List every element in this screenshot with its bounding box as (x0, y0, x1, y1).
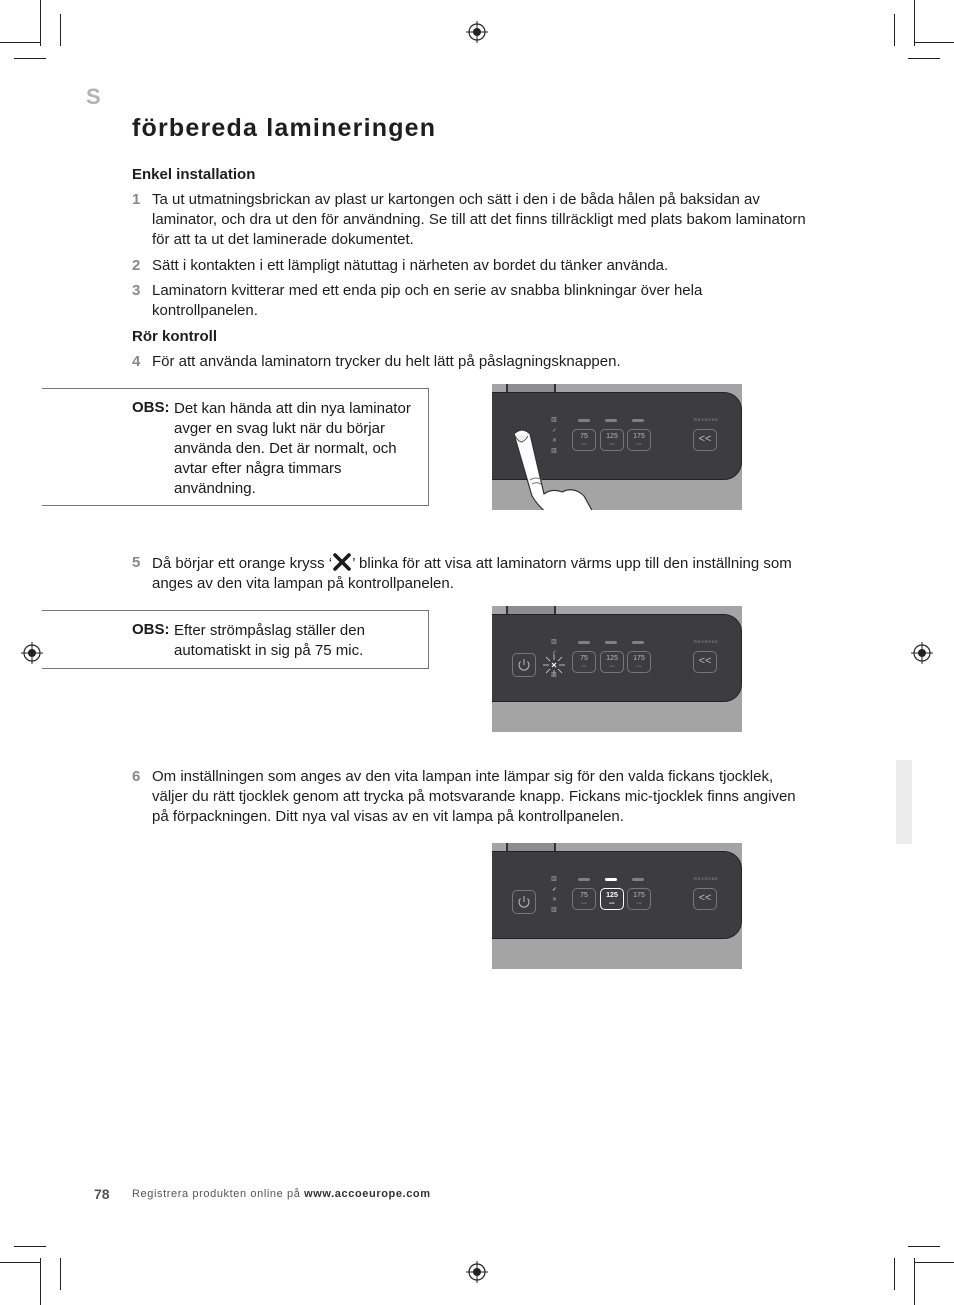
note-box (42, 610, 429, 669)
step-number: 4 (132, 353, 141, 370)
step-text: För att använda laminatorn trycker du helt lätt på påslagningsknappen. (152, 353, 621, 370)
reverse-label: REVERSE (694, 417, 719, 422)
mic-175-button[interactable]: 175 mic (627, 429, 651, 451)
power-button[interactable] (512, 890, 536, 914)
step-1 (132, 190, 812, 250)
step-text: Ta ut utmatningsbrickan av plast ur kartongen och sätt i den i de båda hålen på baksidan av laminator, och dra ut den för användning. Se till att det finns tillräckligt med plats bakom laminatorn för att ta ut det laminerade dokumentet. (152, 191, 806, 248)
mic-75-button[interactable]: 75 mic (572, 888, 596, 910)
step-3 (132, 281, 812, 321)
lamp-75 (578, 419, 590, 422)
lamp-175 (632, 641, 644, 644)
lamp-175 (632, 878, 644, 881)
finger-icon (508, 424, 598, 510)
power-button[interactable] (512, 653, 536, 677)
crop-mark (914, 1258, 915, 1305)
crop-mark (908, 58, 940, 59)
power-icon (513, 654, 535, 676)
section-heading-installation: Enkel installation (132, 166, 256, 183)
crop-mark (894, 1258, 895, 1290)
lamp-75 (578, 641, 590, 644)
laminator-illustration: ▥ ✓ ✕ ▥ 75 mic 125 mic 175 mic REVERSE << (492, 384, 742, 510)
power-icon (513, 891, 535, 913)
reverse-button[interactable]: << (693, 429, 717, 451)
section-heading-controls: Rör kontroll (132, 328, 217, 345)
crop-mark (14, 58, 46, 59)
step-text: Sätt i kontakten i ett lämpligt nätuttag i närheten av bordet du tänker använda. (152, 257, 669, 274)
mic-125-button[interactable]: 125 mic (600, 651, 624, 673)
note-label: OBS: (132, 621, 170, 638)
step-number: 6 (132, 768, 141, 785)
language-tab: S (86, 84, 101, 109)
lamp-125 (605, 641, 617, 644)
orange-cross-icon (332, 553, 352, 571)
note-text: Efter strömpåslag ställer den automatiskt in sig på 75 mic. (174, 622, 365, 659)
reverse-button[interactable]: << (693, 651, 717, 673)
note-label: OBS: (132, 399, 170, 416)
crop-mark (908, 1246, 940, 1247)
step-number: 2 (132, 257, 141, 274)
reverse-label: REVERSE (694, 639, 719, 644)
lamp-75 (578, 878, 590, 881)
page-number: 78 (94, 1186, 110, 1202)
lamp-175 (632, 419, 644, 422)
step-text: Om inställningen som anges av den vita lampan inte lämpar sig för den valda fickans tjocklek, väljer du rätt tjocklek genom att trycka på motsvarande knapp. Fickans mic-tjocklek finns angiven på förpackningen. Ditt nya val visas av en vit lampa på kontrollpanelen. (152, 768, 796, 825)
crop-mark (894, 14, 895, 46)
laminator-illustration: ▥ ✓ ▥ 75 mic 125 mic 175 mic REVERSE << (492, 606, 742, 732)
note-text: Det kan hända att din nya laminator avger en svag lukt när du börjar använda den. Det är normalt, och avtar efter några timmars användning. (174, 400, 411, 497)
step-number: 1 (132, 191, 141, 208)
crop-mark (60, 1258, 61, 1290)
step-text: Då börjar ett orange kryss ‘ ’ blinka för att visa att laminatorn värms upp till den inställning som anges av den vita lampan på kontrollpanelen. (152, 555, 792, 592)
step-2 (132, 256, 812, 276)
step-4 (132, 352, 812, 372)
mic-125-button-selected[interactable]: 125 mic (600, 888, 624, 910)
registration-mark-icon (466, 21, 488, 43)
mic-75-button[interactable]: 75 mic (572, 651, 596, 673)
step-text: Laminatorn kvitterar med ett enda pip och en serie av snabba blinkningar över hela kontrollpanelen. (152, 282, 703, 319)
mic-75-button[interactable]: 75 mic (572, 429, 596, 451)
registration-mark-icon (466, 1261, 488, 1283)
crop-mark (0, 42, 40, 43)
crop-mark (914, 1262, 954, 1263)
lamp-125 (605, 419, 617, 422)
mic-175-button[interactable]: 175 mic (627, 651, 651, 673)
lamp-125-lit (605, 878, 617, 881)
step-6 (132, 767, 812, 827)
step-5 (132, 553, 812, 594)
registration-mark-icon (911, 642, 933, 664)
crop-mark (914, 42, 954, 43)
registration-mark-icon (21, 642, 43, 664)
step-number: 5 (132, 554, 141, 571)
crop-mark (14, 1246, 46, 1247)
crop-mark (60, 14, 61, 46)
note-box (42, 388, 429, 506)
crop-mark (40, 1258, 41, 1305)
crop-mark (914, 0, 915, 46)
footer-text: Registrera produkten online på www.accoeurope.com (132, 1188, 431, 1200)
crop-mark (40, 0, 41, 46)
reverse-button[interactable]: << (693, 888, 717, 910)
page-title: förbereda lamineringen (132, 114, 437, 142)
crop-mark (0, 1262, 40, 1263)
laminator-illustration: ▥ ✓ ✕ ▥ 75 mic 125 mic 175 mic REVERSE << (492, 843, 742, 969)
footer-url[interactable]: www.accoeurope.com (304, 1188, 431, 1200)
reverse-label: REVERSE (694, 876, 719, 881)
step-number: 3 (132, 282, 141, 299)
mic-125-button[interactable]: 125 mic (600, 429, 624, 451)
mic-175-button[interactable]: 175 mic (627, 888, 651, 910)
side-thumb-tab (896, 760, 912, 844)
